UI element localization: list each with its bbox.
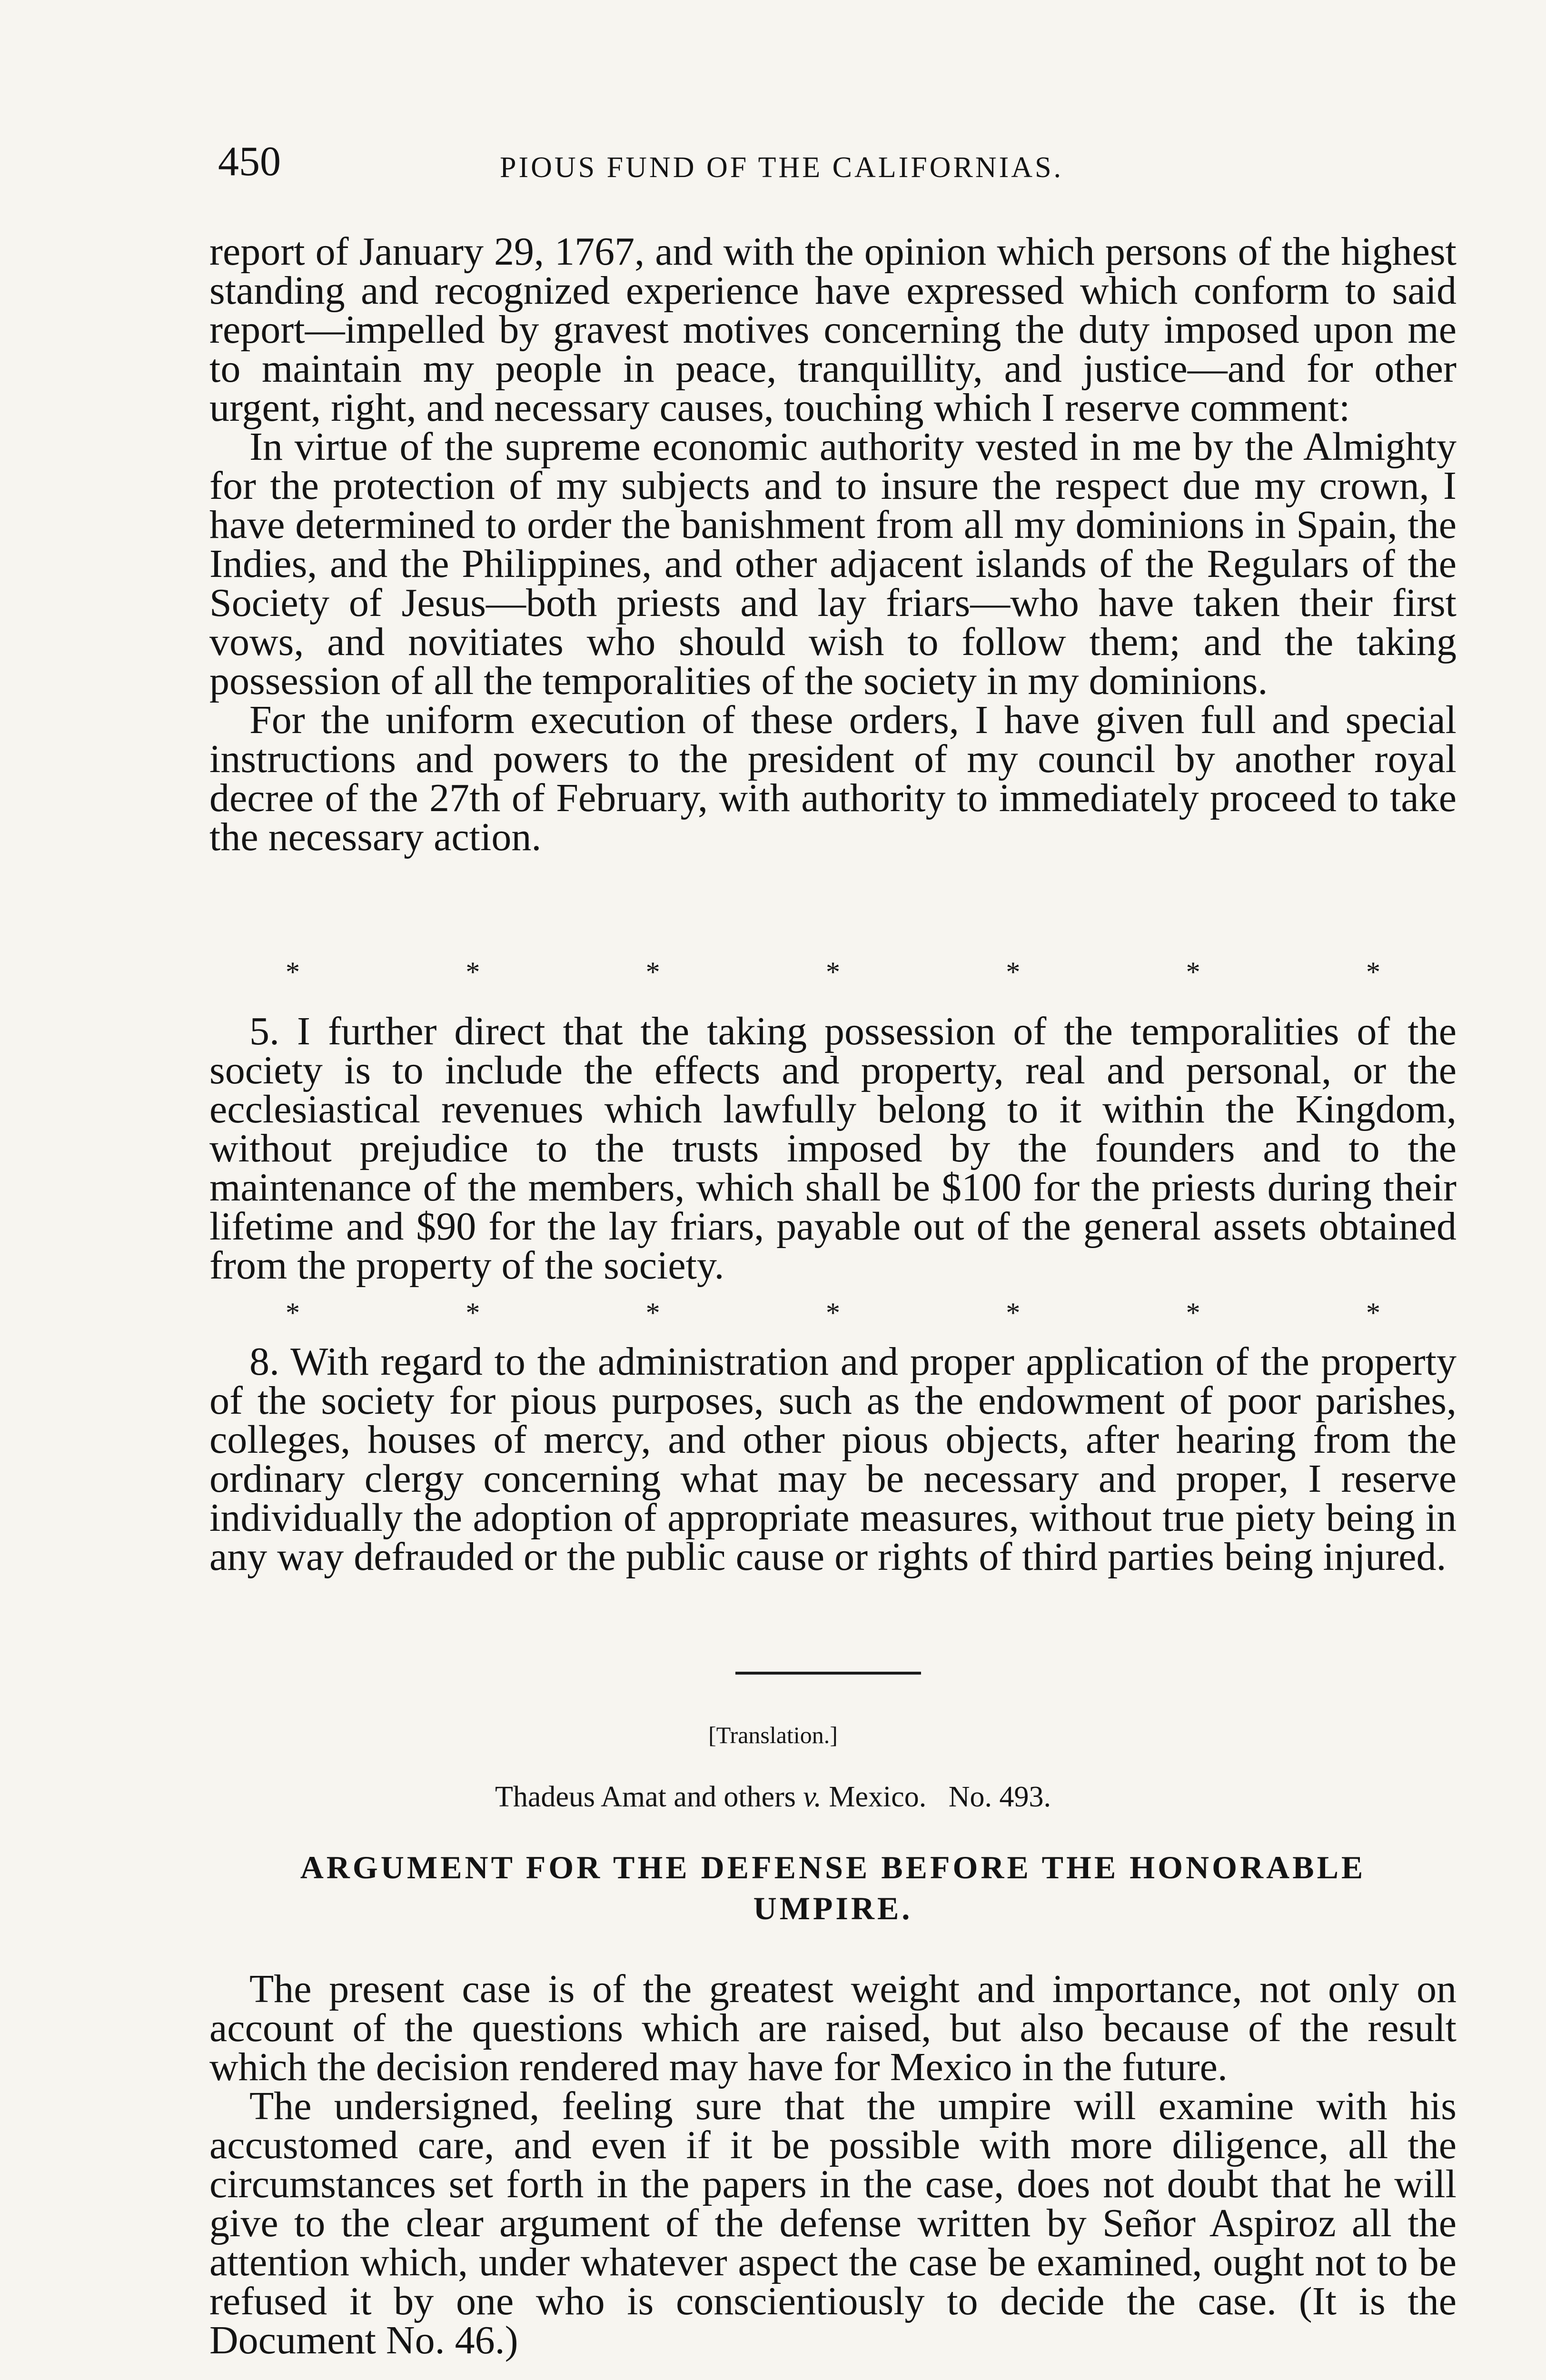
- decree-article-5: [209, 1009, 1457, 1288]
- asterisk: *: [645, 1297, 660, 1329]
- page-number: 450: [218, 139, 281, 185]
- case-parties: Thadeus Amat and others: [495, 1781, 796, 1813]
- asterisk: *: [286, 1297, 300, 1329]
- paragraph: The present case is of the greatest weight and importance, not only on account of the questions which are raised, but also because of the result which the decision rendered may have for Mexico in the future.: [209, 1967, 1457, 2089]
- running-title: PIOUS FUND OF THE CALIFORNIAS.: [500, 151, 1064, 184]
- section-divider: [735, 1672, 921, 1675]
- argument-text-block: [209, 1967, 1457, 2362]
- paragraph: In virtue of the supreme economic authority vested in me by the Almighty for the protection of my subjects and to insure the respect due my crown, I have determined to order the banishment from all my dominions in Spain, the Indies, and the Philippines, and other adjacent islands of the Regulars of the Society of Jesus—both priests and lay friars—who have taken their first vows, and novitiates who should wish to follow them; and the taking possession of all the temporalities of the society in my dominions.: [209, 425, 1457, 703]
- section-heading: ARGUMENT FOR THE DEFENSE BEFORE THE HONORABLE UMPIRE.: [300, 1849, 1366, 1926]
- asterisk: *: [1006, 1297, 1021, 1329]
- paragraph: The undersigned, feeling sure that the umpire will examine with his accustomed care, and even if it be possible with more diligence, all the circumstances set forth in the papers in the case, does not doubt that he will give to the clear argument of the defense written by Señor Aspiroz all the attention which, under whatever aspect the case be examined, ought not to be refused it by one who is conscientiously to decide the case. (It is the Document No. 46.): [209, 2084, 1457, 2362]
- asterisk: *: [1366, 956, 1380, 988]
- asterisk: *: [825, 956, 840, 988]
- asterisk: *: [1006, 956, 1021, 988]
- asterisk: *: [466, 1297, 480, 1329]
- paragraph: 8. With regard to the administration and proper application of the property of the society for pious purposes, such as the endowment of poor parishes, colleges, houses of mercy, and other pious objects, after hearing from the ordinary clergy concerning what may be necessary and proper, I reserve individually the adoption of appropriate measures, without true piety being in any way defrauded or the public cause or rights of third parties being injured.: [209, 1339, 1457, 1579]
- paragraph: 5. I further direct that the taking possession of the temporalities of the society is to include the effects and property, real and personal, or the ecclesiastical revenues which lawfully belong to it within the Kingdom, without prejudice to the trusts imposed by the founders and to the maintenance of the members, which shall be $100 for the priests during their lifetime and $90 for the lay friars, payable out of the general assets obtained from the property of the society.: [209, 1009, 1457, 1288]
- case-caption: [0, 1778, 1546, 1816]
- asterisk-separator: [286, 953, 1380, 991]
- asterisk: *: [1186, 956, 1200, 988]
- asterisk: *: [825, 1297, 840, 1329]
- asterisk: *: [1186, 1297, 1200, 1329]
- paragraph: For the uniform execution of these orders, I have given full and special instructions and powers to the president of my council by another royal decree of the 27th of February, with authority to immediately proceed to take the necessary action.: [209, 698, 1457, 859]
- decree-article-8: [209, 1339, 1457, 1579]
- case-number: Mexico. No. 493.: [829, 1781, 1051, 1813]
- paragraph: report of January 29, 1767, and with the opinion which persons of the highest standing and recognized experience have expressed which conform to said report—impelled by gravest motives concerning the duty imposed upon me to maintain my people in peace, tranquillity, and justice—and for other urgent, right, and necessary causes, touching which I reserve comment:: [209, 229, 1457, 430]
- page-header: [209, 129, 1457, 205]
- asterisk: *: [645, 956, 660, 988]
- asterisk-separator: [286, 1294, 1380, 1332]
- versus: v.: [803, 1781, 822, 1813]
- asterisk: *: [286, 956, 300, 988]
- translation-note: [Translation.]: [708, 1722, 838, 1748]
- asterisk: *: [466, 956, 480, 988]
- asterisk: *: [1366, 1297, 1380, 1329]
- decree-text-block: [209, 229, 1457, 859]
